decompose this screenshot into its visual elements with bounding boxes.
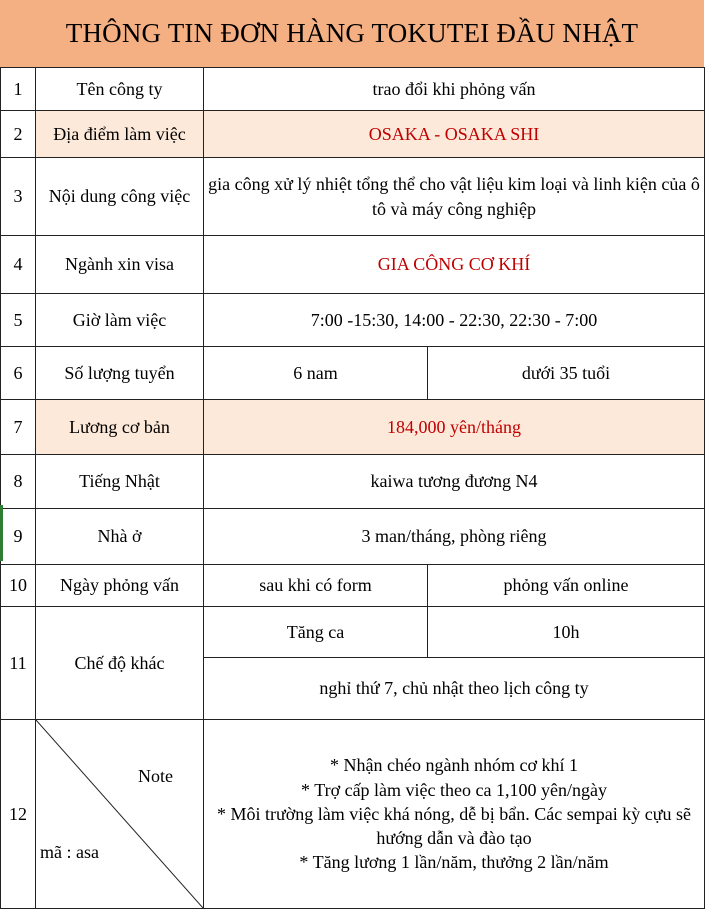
table-row bbox=[1, 400, 705, 455]
job-description-label: Nội dung công việc bbox=[36, 158, 204, 236]
row-number: 7 bbox=[1, 400, 36, 455]
japanese-level-label: Tiếng Nhật bbox=[36, 455, 204, 509]
table-row bbox=[1, 509, 705, 565]
note-label: Note bbox=[138, 766, 173, 786]
base-salary-value: 184,000 yên/tháng bbox=[204, 400, 705, 455]
sheet-title: THÔNG TIN ĐƠN HÀNG TOKUTEI ĐẦU NHẬT bbox=[0, 0, 704, 68]
interview-format-value: phỏng vấn online bbox=[428, 565, 705, 607]
selected-row-marker bbox=[0, 505, 3, 561]
note-item: * Nhận chéo ngành nhóm cơ khí 1 bbox=[330, 755, 578, 776]
row-number: 4 bbox=[1, 236, 36, 294]
interview-date-label: Ngày phỏng vấn bbox=[36, 565, 204, 607]
base-salary-label: Lương cơ bản bbox=[36, 400, 204, 455]
row-number: 10 bbox=[1, 565, 36, 607]
days-off-value: nghỉ thứ 7, chủ nhật theo lịch công ty bbox=[204, 658, 705, 720]
table-row bbox=[1, 111, 705, 158]
note-item: * Tăng lương 1 lần/năm, thưởng 2 lần/năm bbox=[299, 852, 609, 873]
row-number: 9 bbox=[1, 509, 36, 565]
interview-date-value: sau khi có form bbox=[204, 565, 428, 607]
order-info-table bbox=[0, 67, 705, 909]
work-location-label: Địa điểm làm việc bbox=[36, 111, 204, 158]
recruit-count-label: Số lượng tuyển bbox=[36, 347, 204, 400]
overtime-value: 10h bbox=[428, 607, 705, 658]
row-number: 1 bbox=[1, 68, 36, 111]
table-row bbox=[1, 720, 705, 909]
table-row bbox=[1, 236, 705, 294]
row-number: 12 bbox=[1, 720, 36, 909]
row-number: 3 bbox=[1, 158, 36, 236]
table-row bbox=[1, 455, 705, 509]
visa-field-value: GIA CÔNG CƠ KHÍ bbox=[204, 236, 705, 294]
table-row bbox=[1, 565, 705, 607]
job-description-value: gia công xử lý nhiệt tổng thể cho vật liệu kim loại và linh kiện của ô tô và máy công nghiệp bbox=[204, 158, 705, 236]
recruit-count-value: 6 nam bbox=[204, 347, 428, 400]
company-name-value: trao đổi khi phỏng vấn bbox=[204, 68, 705, 111]
table-row bbox=[1, 294, 705, 347]
diagonal-divider bbox=[36, 720, 203, 908]
row-number: 11 bbox=[1, 607, 36, 720]
working-hours-label: Giờ làm việc bbox=[36, 294, 204, 347]
working-hours-value: 7:00 -15:30, 14:00 - 22:30, 22:30 - 7:00 bbox=[204, 294, 705, 347]
overtime-label: Tăng ca bbox=[204, 607, 428, 658]
table-row bbox=[1, 68, 705, 111]
note-item: * Môi trường làm việc khá nóng, dễ bị bẩn. Các sempai kỳ cựu sẽ hướng dẫn và đào tạo bbox=[217, 803, 691, 849]
table-row bbox=[1, 158, 705, 236]
work-location-value: OSAKA - OSAKA SHI bbox=[204, 111, 705, 158]
note-item: * Trợ cấp làm việc theo ca 1,100 yên/ngày bbox=[301, 779, 607, 800]
table-row bbox=[1, 347, 705, 400]
row-number: 6 bbox=[1, 347, 36, 400]
other-benefits-label: Chế độ khác bbox=[36, 607, 204, 720]
age-limit-value: dưới 35 tuổi bbox=[428, 347, 705, 400]
visa-field-label: Ngành xin visa bbox=[36, 236, 204, 294]
housing-label: Nhà ở bbox=[36, 509, 204, 565]
note-header-cell bbox=[36, 720, 204, 909]
table-row bbox=[1, 607, 705, 658]
row-number: 5 bbox=[1, 294, 36, 347]
housing-value: 3 man/tháng, phòng riêng bbox=[204, 509, 705, 565]
company-name-label: Tên công ty bbox=[36, 68, 204, 111]
row-number: 8 bbox=[1, 455, 36, 509]
japanese-level-value: kaiwa tương đương N4 bbox=[204, 455, 705, 509]
notes-cell bbox=[204, 720, 705, 909]
row-number: 2 bbox=[1, 111, 36, 158]
code-label: mã : asa bbox=[40, 841, 99, 862]
